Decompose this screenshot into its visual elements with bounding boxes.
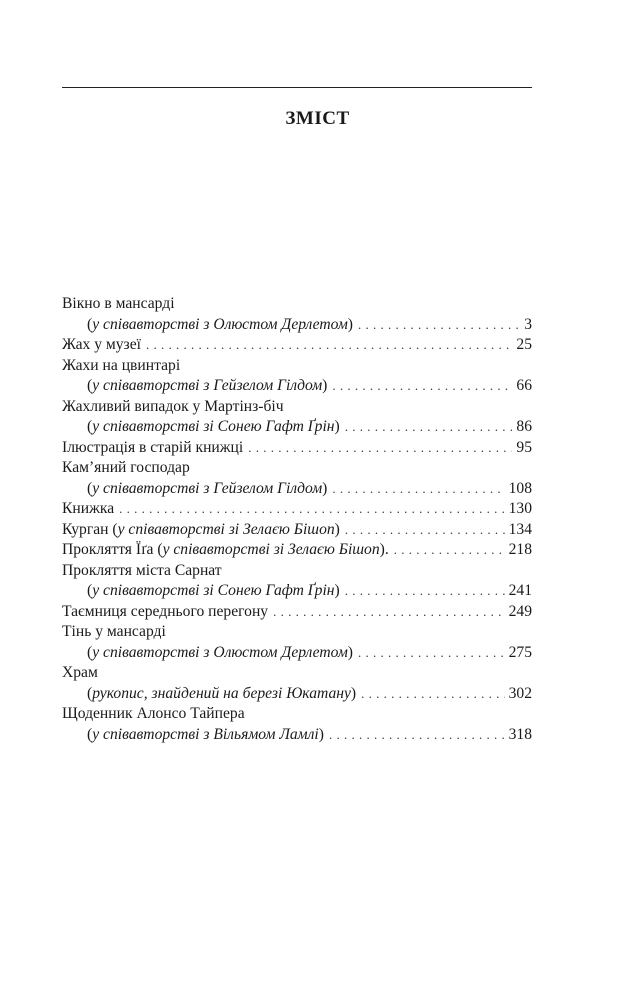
toc-entry-text xyxy=(62,602,268,623)
toc-entry-text xyxy=(87,376,327,397)
toc-entry xyxy=(62,479,532,500)
toc-paren-close: ) xyxy=(347,643,353,661)
toc-entry-note: у співавторстві з Олюстом Дерлетом xyxy=(92,315,348,333)
dot-leader xyxy=(345,417,513,438)
toc-paren-open: ( xyxy=(87,684,93,702)
toc-entry-text xyxy=(62,294,175,315)
dot-leader xyxy=(273,602,505,623)
page-number: 218 xyxy=(508,541,532,558)
toc-entry xyxy=(62,294,532,315)
dot-leader xyxy=(345,581,505,602)
dot-leader xyxy=(361,684,505,705)
toc-entry xyxy=(62,704,532,725)
toc-entry xyxy=(62,540,532,561)
page-number: 302 xyxy=(508,684,532,702)
toc-entry xyxy=(62,335,532,356)
toc-entry-text xyxy=(87,315,353,336)
toc-entry-title: Курган xyxy=(62,520,109,538)
table-of-contents xyxy=(62,294,532,745)
toc-entry-text xyxy=(62,397,284,418)
toc-entry-text xyxy=(62,704,245,725)
page-number: 66 xyxy=(516,377,532,394)
toc-paren-open: ( xyxy=(87,418,93,435)
toc-paren-open: ( xyxy=(108,520,118,538)
toc-paren-close: ) xyxy=(350,684,357,702)
page-number: 95 xyxy=(516,438,532,456)
toc-paren-open: ( xyxy=(87,643,93,661)
toc-paren-close: ). xyxy=(379,541,389,558)
toc-entry-text xyxy=(87,581,340,602)
toc-entry-note: у співавторстві зі Зелаєю Бішоп xyxy=(162,541,380,558)
page-number: 241 xyxy=(508,582,532,599)
toc-entry-text xyxy=(62,458,190,479)
toc-entry-title: Тінь у мансарді xyxy=(62,623,166,640)
toc-entry-title: Щоденник Алонсо Тайпера xyxy=(62,705,245,722)
toc-entry xyxy=(62,356,532,377)
toc-entry xyxy=(62,315,532,336)
toc-entry-title: Жах у музеї xyxy=(62,336,141,353)
toc-entry-text xyxy=(62,622,166,643)
page-number: 25 xyxy=(516,336,532,353)
toc-entry xyxy=(62,622,532,643)
dot-leader xyxy=(332,376,512,397)
toc-paren-open: ( xyxy=(87,377,93,394)
toc-paren-open: ( xyxy=(87,479,93,497)
toc-entry-note: у співавторстві з Гейзелом Гілдом xyxy=(92,479,323,497)
toc-entry-note: рукопис, знайдений на березі Юкатану xyxy=(92,684,351,702)
page-number: 3 xyxy=(524,315,532,333)
toc-entry-text xyxy=(62,540,389,561)
toc-entry-title: Ілюстрація в старій книжці xyxy=(62,438,244,456)
toc-entry-title: Храм xyxy=(62,664,98,681)
toc-paren-close: ) xyxy=(334,418,340,435)
toc-entry-note: у співавторстві з Олюстом Дерлетом xyxy=(92,643,348,661)
toc-entry-title: Книжка xyxy=(62,500,115,517)
toc-entry-text xyxy=(62,561,222,582)
toc-entry-note: у співавторстві з Гейзелом Гілдом xyxy=(92,377,323,394)
toc-entry-title: Жахливий випадок у Мартінз-біч xyxy=(62,397,284,415)
page-number: 130 xyxy=(508,500,532,517)
toc-paren-close: ) xyxy=(322,377,328,394)
toc-entry-text xyxy=(87,643,353,664)
toc-entry-note: у співавторстві зі Сонею Гафт Ґрін xyxy=(92,418,335,435)
dot-leader xyxy=(345,520,505,541)
toc-entry xyxy=(62,499,532,520)
page-number: 86 xyxy=(516,418,532,435)
toc-entry xyxy=(62,376,532,397)
dot-leader xyxy=(358,315,520,336)
toc-entry-title: Вікно в мансарді xyxy=(62,295,175,312)
toc-entry xyxy=(62,684,532,705)
dot-leader xyxy=(329,725,505,746)
top-rule xyxy=(62,87,532,88)
toc-entry xyxy=(62,561,532,582)
toc-entry-title: Прокляття Їґа xyxy=(62,541,154,558)
dot-leader xyxy=(394,540,505,561)
toc-entry-note: у співавторстві зі Сонею Гафт Ґрін xyxy=(92,582,335,599)
page-title: ЗМІСТ xyxy=(285,108,350,129)
toc-entry-note: у співавторстві з Вільямом Ламлі xyxy=(92,725,319,743)
toc-paren-close: ) xyxy=(318,725,324,743)
page-number: 249 xyxy=(508,602,532,620)
toc-entry-title: Жахи на цвинтарі xyxy=(62,356,181,374)
dot-leader xyxy=(248,438,512,459)
toc-entry xyxy=(62,663,532,684)
toc-paren-close: ) xyxy=(334,520,340,538)
page-number: 108 xyxy=(508,479,532,497)
dot-leader xyxy=(119,499,504,520)
toc-entry-text xyxy=(62,663,98,684)
toc-entry xyxy=(62,438,532,459)
toc-paren-open: ( xyxy=(153,541,163,558)
toc-entry-title: Кам’яний господар xyxy=(62,459,190,476)
toc-entry-note: у співавторстві зі Зелаєю Бішоп xyxy=(117,520,335,538)
toc-paren-close: ) xyxy=(334,582,340,599)
page-number: 134 xyxy=(508,520,532,538)
toc-entry xyxy=(62,581,532,602)
toc-entry-title: Прокляття міста Сарнат xyxy=(62,561,222,579)
toc-paren-close: ) xyxy=(347,315,353,333)
toc-entry xyxy=(62,643,532,664)
toc-paren-open: ( xyxy=(87,582,93,599)
toc-paren-open: ( xyxy=(87,725,93,743)
toc-entry xyxy=(62,417,532,438)
toc-entry-text xyxy=(62,335,141,356)
dot-leader xyxy=(358,643,505,664)
toc-paren-open: ( xyxy=(87,315,93,333)
page-number: 318 xyxy=(508,725,532,743)
dot-leader xyxy=(332,479,504,500)
dot-leader xyxy=(146,335,512,356)
toc-entry xyxy=(62,520,532,541)
toc-entry-text xyxy=(87,684,356,705)
toc-entry-text xyxy=(87,479,327,500)
toc-entry xyxy=(62,458,532,479)
toc-entry-title: Таємниця середнього перегону xyxy=(62,602,269,620)
toc-entry-text xyxy=(87,725,324,746)
toc-entry-text xyxy=(62,520,340,541)
toc-entry-text xyxy=(62,499,114,520)
toc-entry-text xyxy=(87,417,340,438)
toc-paren-close: ) xyxy=(322,479,328,497)
toc-entry-text xyxy=(62,356,180,377)
toc-entry xyxy=(62,397,532,418)
toc-entry-text xyxy=(62,438,243,459)
toc-entry xyxy=(62,725,532,746)
toc-entry xyxy=(62,602,532,623)
page-number: 275 xyxy=(508,643,532,661)
